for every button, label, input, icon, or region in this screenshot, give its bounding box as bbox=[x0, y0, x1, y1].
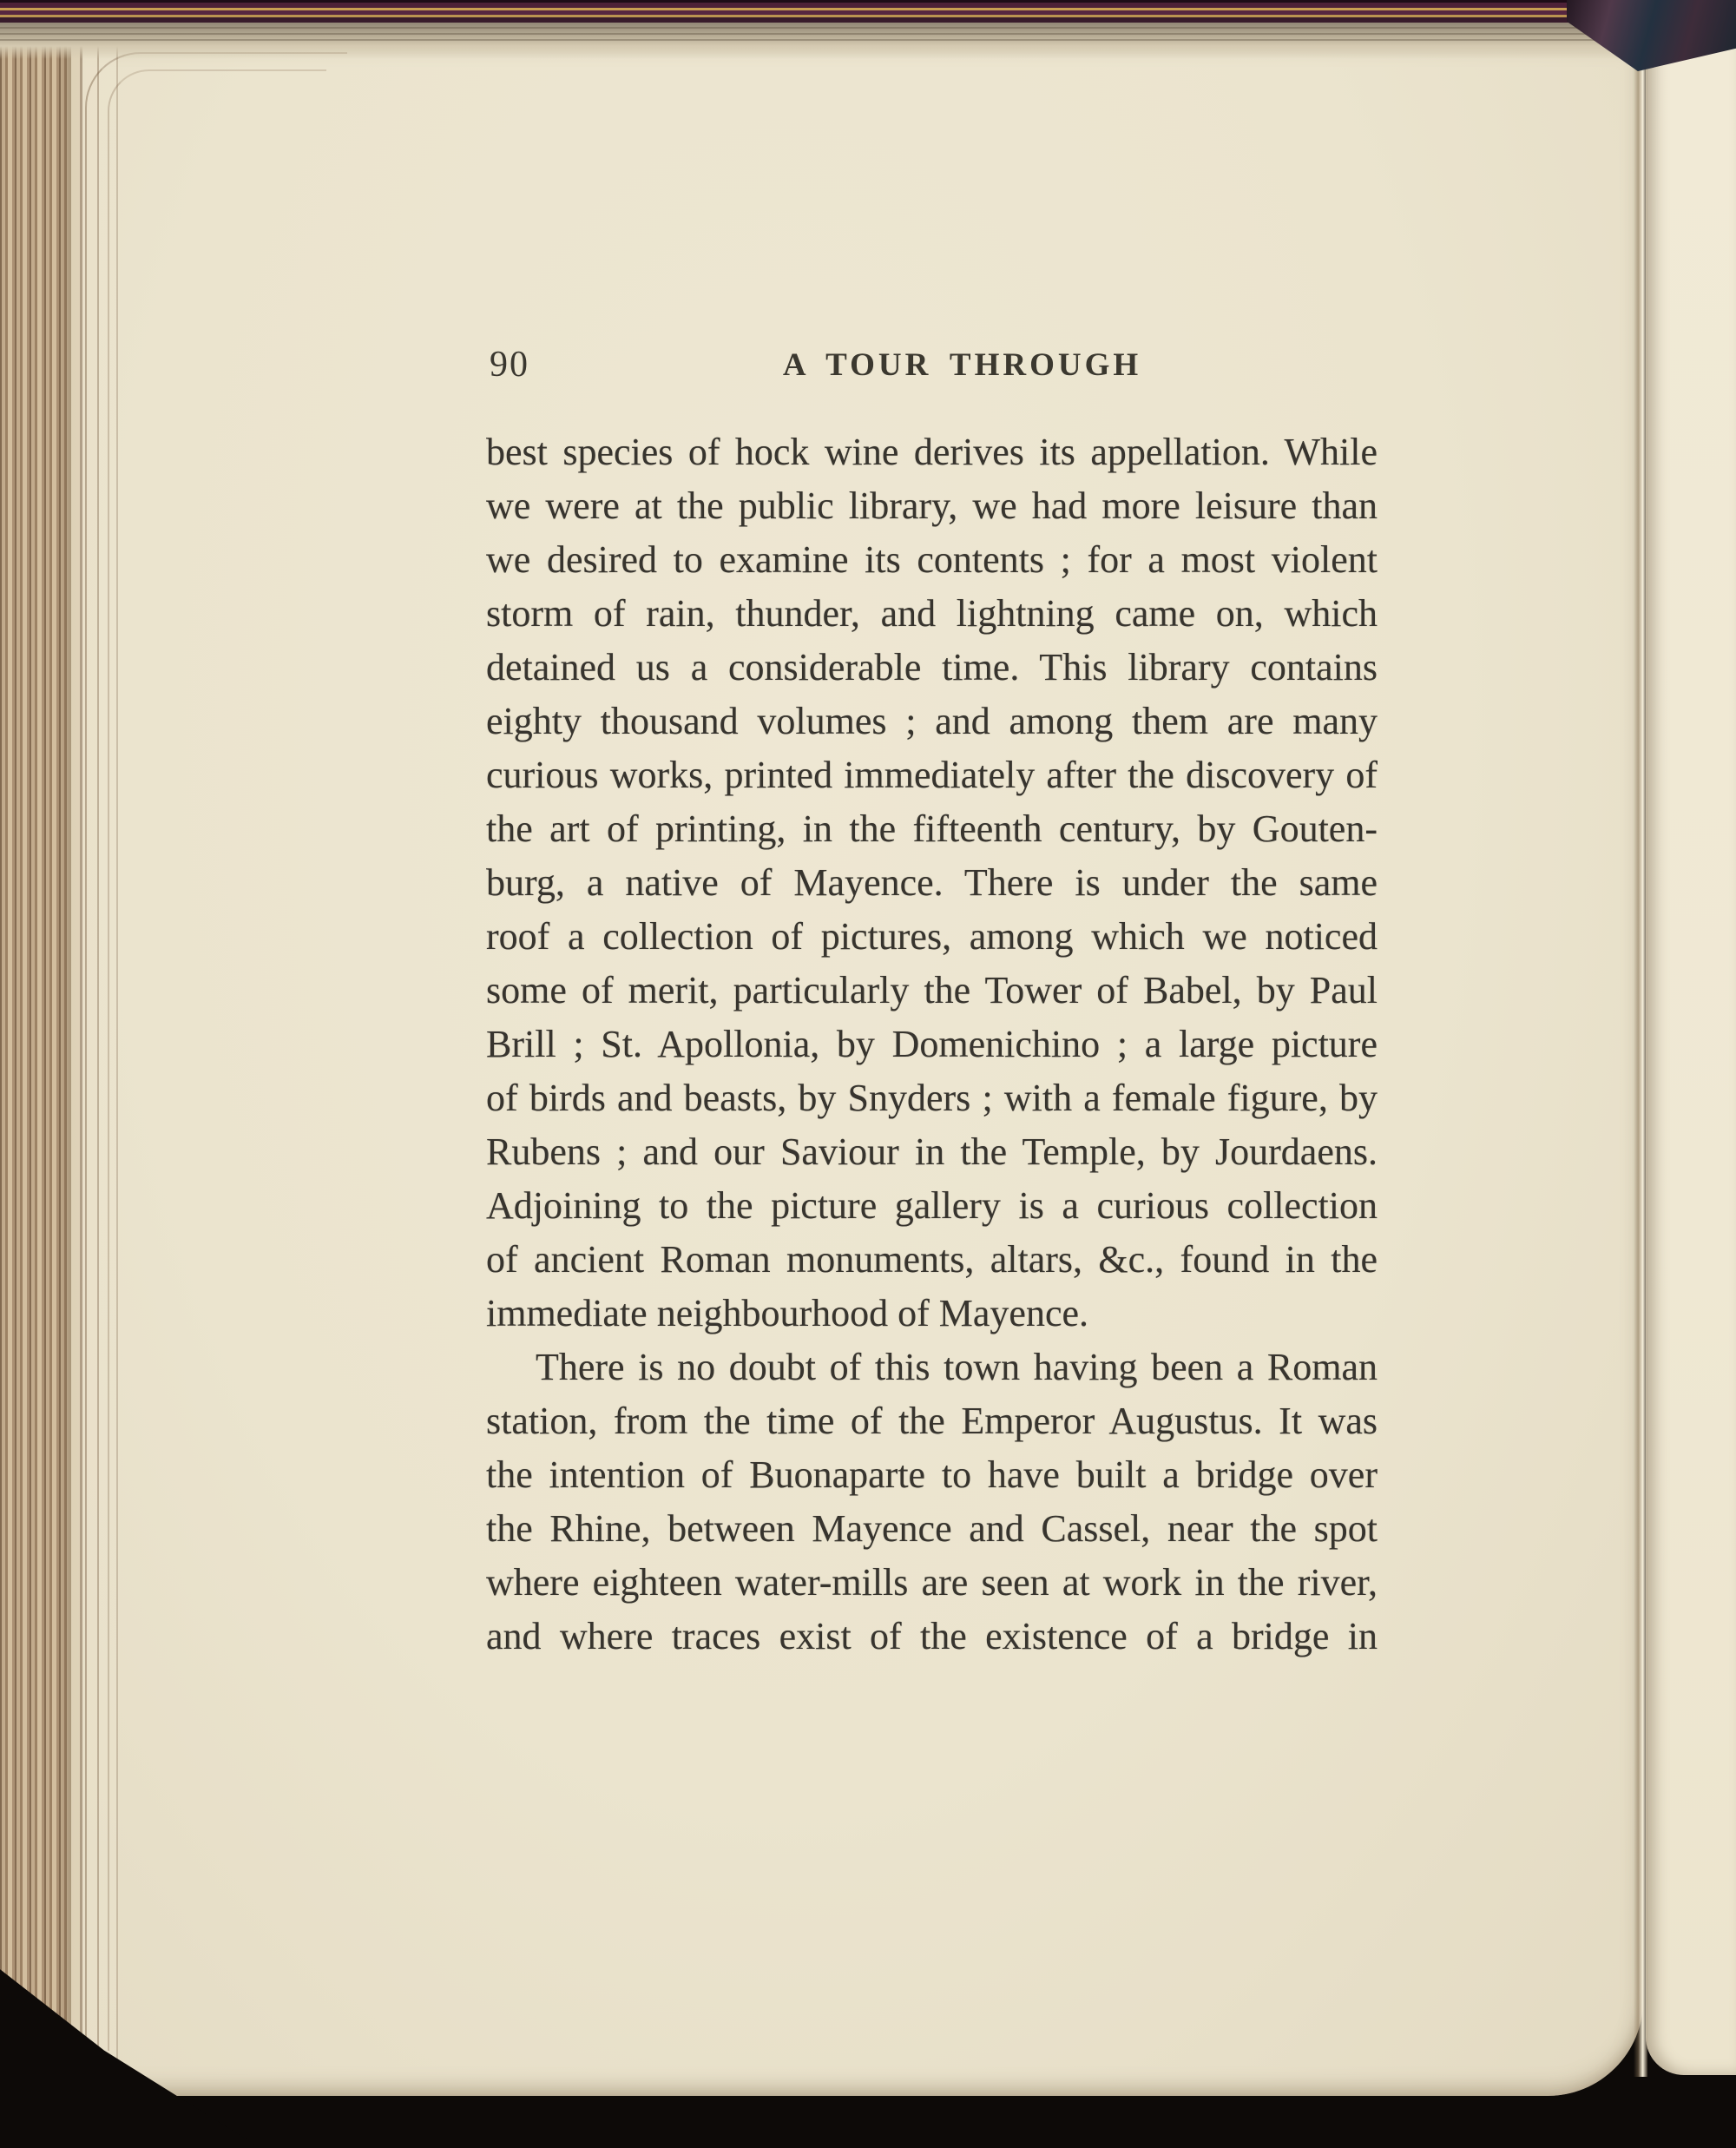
text-line: some of merit, particularly the Tower of Babel, by Paul bbox=[486, 969, 1378, 1011]
next-page-edge bbox=[1646, 30, 1736, 2075]
text-block bbox=[486, 345, 1378, 1657]
fore-edge-inner-lines bbox=[71, 24, 132, 2101]
text-line: we were at the public library, we had more leisure than bbox=[486, 484, 1378, 527]
text-line: the Rhine, between Mayence and Cassel, near the spot bbox=[486, 1507, 1378, 1550]
text-line: best species of hock wine derives its appellation. While bbox=[486, 431, 1378, 473]
text-line: Rubens ; and our Saviour in the Temple, by Jourdaens. bbox=[486, 1130, 1378, 1173]
text-line: detained us a considerable time. This library contains bbox=[486, 646, 1378, 689]
text-line: curious works, printed immediately after the discovery of bbox=[486, 754, 1378, 796]
text-line: the art of printing, in the fifteenth century, by Gouten- bbox=[486, 807, 1378, 850]
page-number: 90 bbox=[490, 345, 529, 385]
body-text bbox=[486, 425, 1378, 1664]
text-line: roof a collection of pictures, among which we noticed bbox=[486, 915, 1378, 958]
text-line: burg, a native of Mayence. There is under the same bbox=[486, 861, 1378, 904]
running-title: A TOUR THROUGH bbox=[782, 347, 1142, 383]
text-line: and where traces exist of the existence of a bridge in bbox=[486, 1615, 1378, 1657]
text-line: There is no doubt of this town having been a Roman bbox=[536, 1346, 1378, 1388]
fore-edge-striations bbox=[0, 24, 71, 2101]
top-page-edges bbox=[0, 21, 1649, 59]
text-line: the intention of Buonaparte to have built a bridge over bbox=[486, 1453, 1378, 1496]
text-line: we desired to examine its contents ; for a most violent bbox=[486, 538, 1378, 581]
page-header bbox=[486, 346, 1378, 389]
text-line: storm of rain, thunder, and lightning came on, which bbox=[486, 592, 1378, 635]
page-gutter-crease bbox=[1634, 38, 1647, 2077]
text-line: where eighteen water-mills are seen at work in the river, bbox=[486, 1561, 1378, 1604]
text-line: of ancient Roman monuments, altars, &c., found in the bbox=[486, 1238, 1378, 1281]
text-line: Adjoining to the picture gallery is a curious collection bbox=[486, 1184, 1378, 1227]
binding-top-band bbox=[0, 0, 1736, 23]
page-fore-edge-stack bbox=[0, 24, 132, 2101]
text-line: Brill ; St. Apollonia, by Domenichino ; a large picture bbox=[486, 1023, 1378, 1065]
text-line: of birds and beasts, by Snyders ; with a female figure, by bbox=[486, 1077, 1378, 1119]
text-line: eighty thousand volumes ; and among them are many bbox=[486, 700, 1378, 742]
text-line: immediate neighbourhood of Mayence. bbox=[486, 1292, 1089, 1334]
text-line: station, from the time of the Emperor Augustus. It was bbox=[486, 1400, 1378, 1442]
